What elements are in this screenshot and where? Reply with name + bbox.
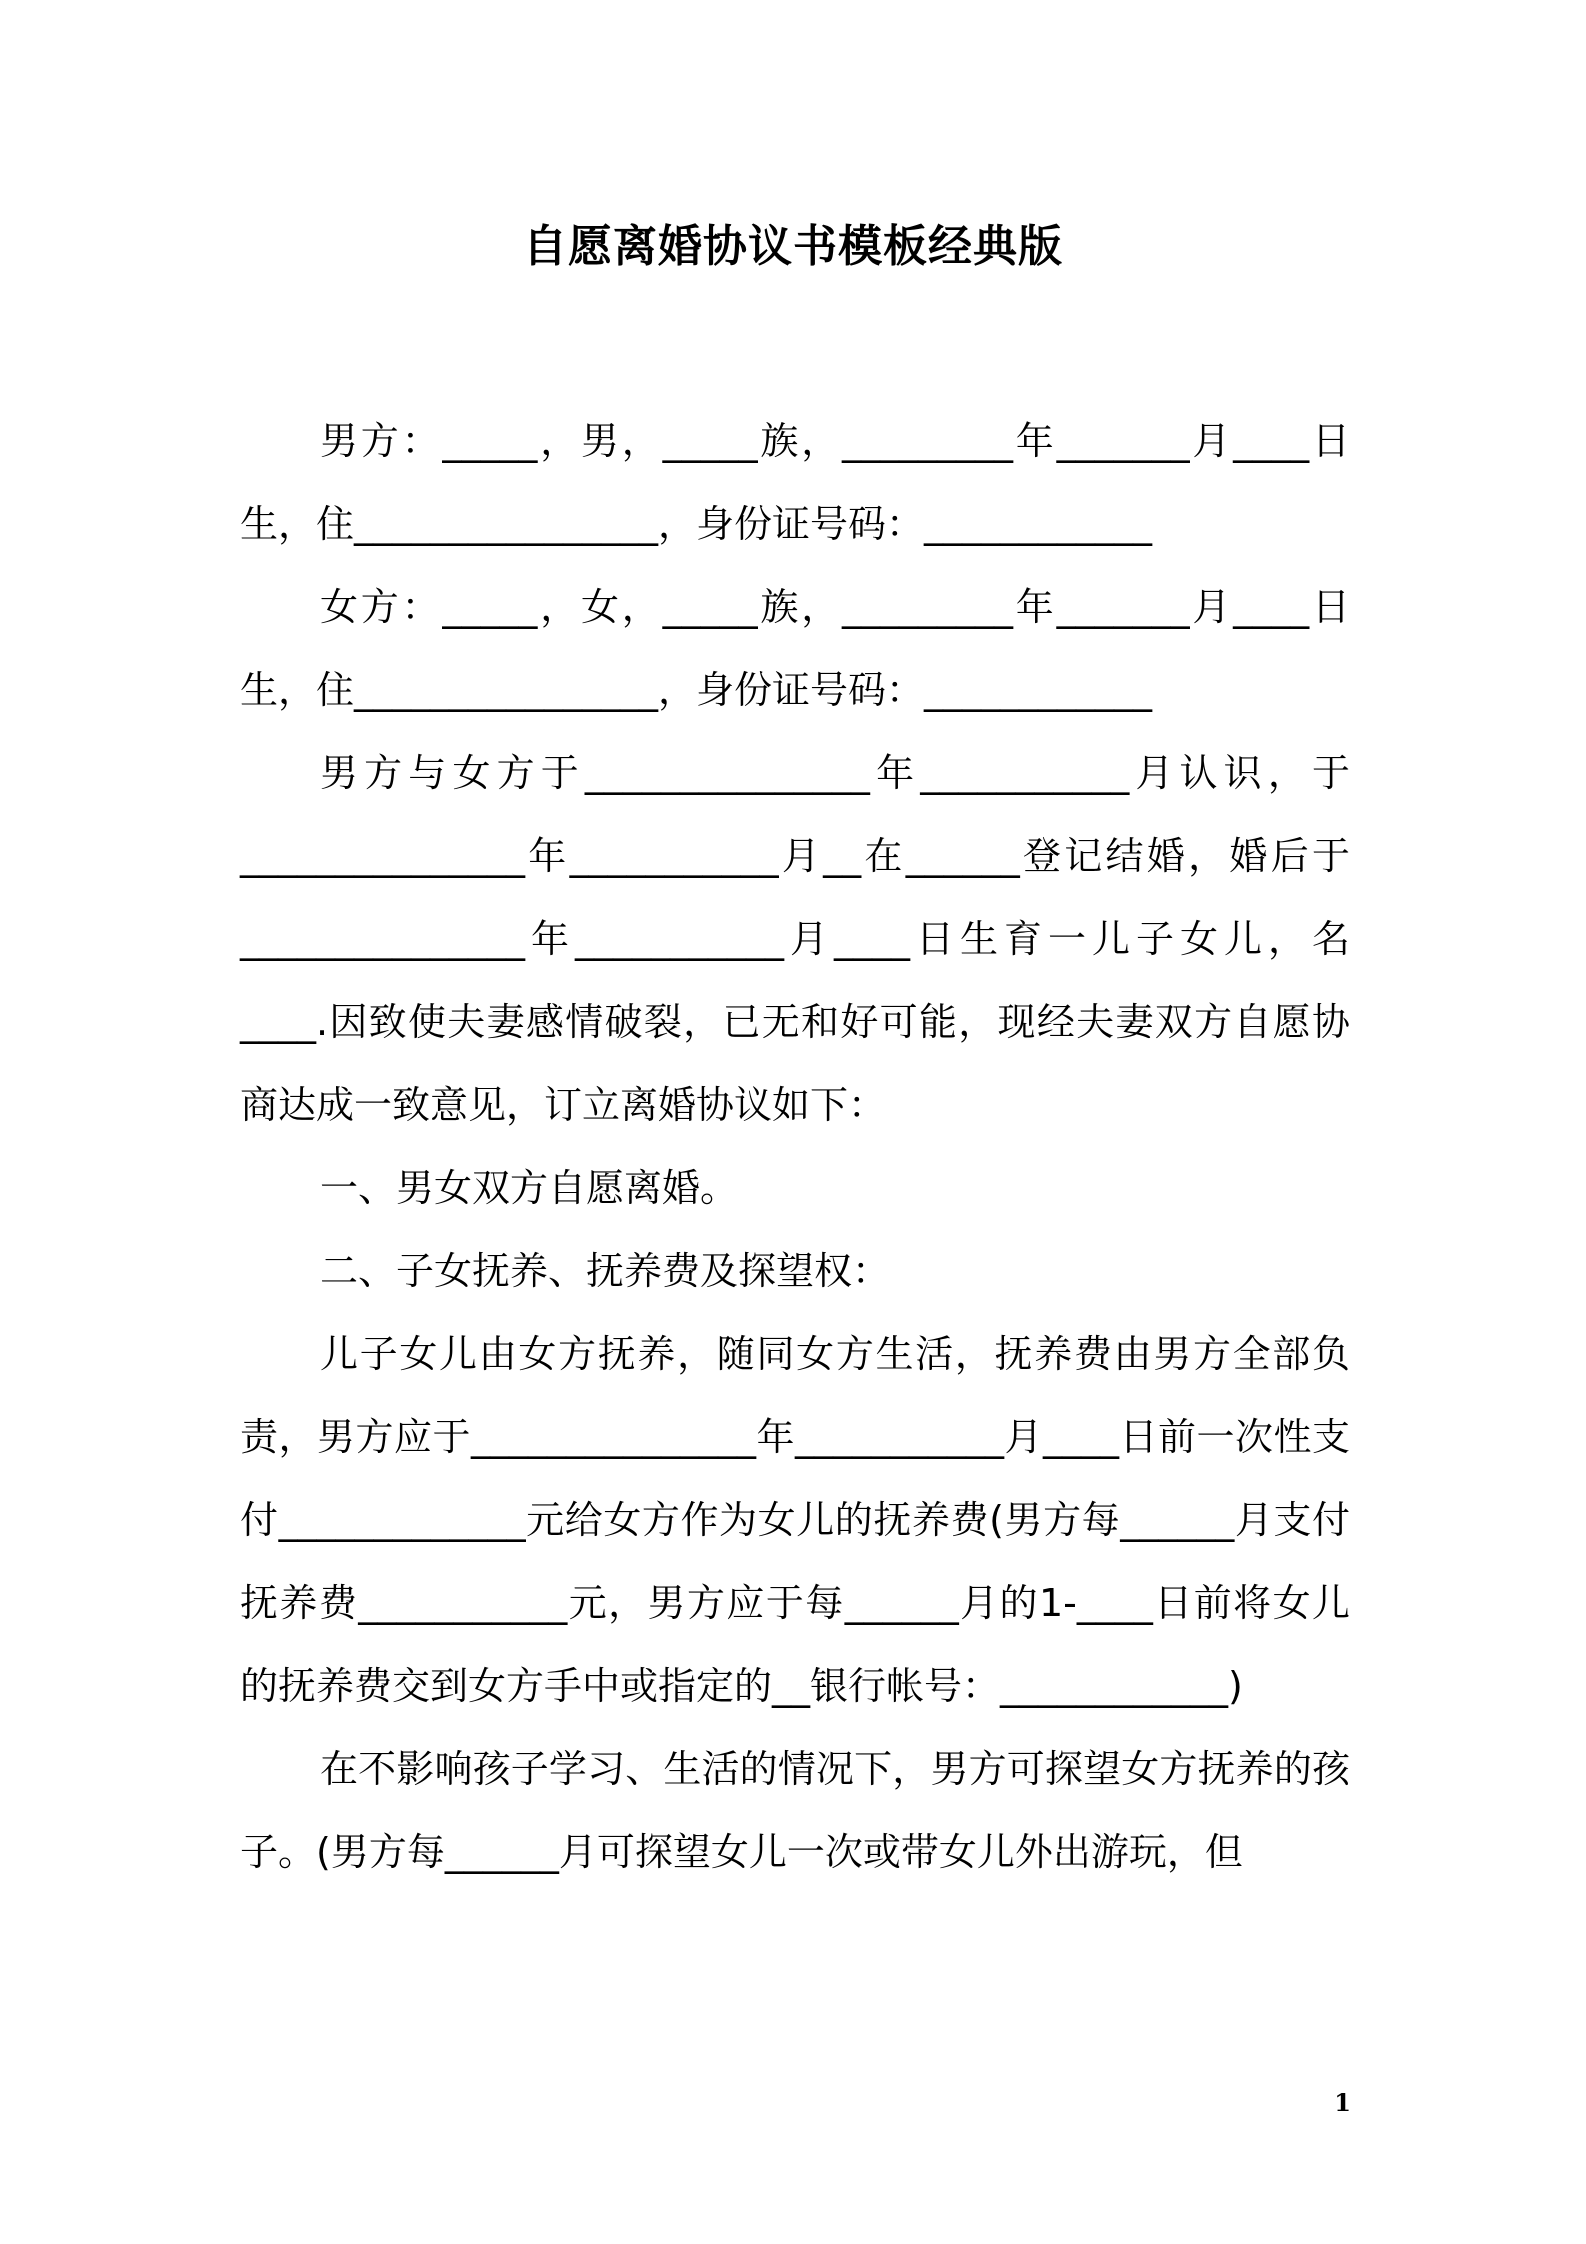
document-title: 自愿离婚协议书模板经典版 bbox=[523, 221, 1063, 272]
page-number: 1 bbox=[1334, 2088, 1351, 2117]
paragraph-male-party: 男方：_____，男，_____族，_________年_______月____日生，住________________，身份证号码：____________ bbox=[240, 419, 1350, 546]
paragraph-clause-1: 一、男女双方自愿离婚。 bbox=[320, 1166, 739, 1210]
document-body bbox=[240, 400, 1350, 1894]
paragraph-clause-2-heading: 二、子女抚养、抚养费及探望权： bbox=[320, 1249, 891, 1293]
paragraph-marriage-history: 男方与女方于_______________年___________月认识，于_______________年___________月__在______登记结婚，婚后于_______________年___________月____日生育一儿子女儿，名____.因致使夫妻感情破裂，已无和好可能，现经夫妻双方自愿协商达成一致意见，订立离婚协议如下： bbox=[240, 751, 1350, 1127]
paragraph-visitation: 在不影响孩子学习、生活的情况下，男方可探望女方抚养的孩子。(男方每______月可探望女儿一次或带女儿外出游玩，但 bbox=[240, 1747, 1350, 1874]
paragraph-child-support: 儿子女儿由女方抚养，随同女方生活，抚养费由男方全部负责，男方应于_______________年___________月____日前一次性支付_____________元给女方作为女儿的抚养费(男方每______月支付抚养费___________元，男方应于每______月的1-____日前将女儿的抚养费交到女方手中或指定的__银行帐号：____________) bbox=[240, 1332, 1350, 1708]
paragraph-female-party: 女方：_____，女，_____族，_________年_______月____日生，住________________，身份证号码：____________ bbox=[240, 585, 1350, 712]
